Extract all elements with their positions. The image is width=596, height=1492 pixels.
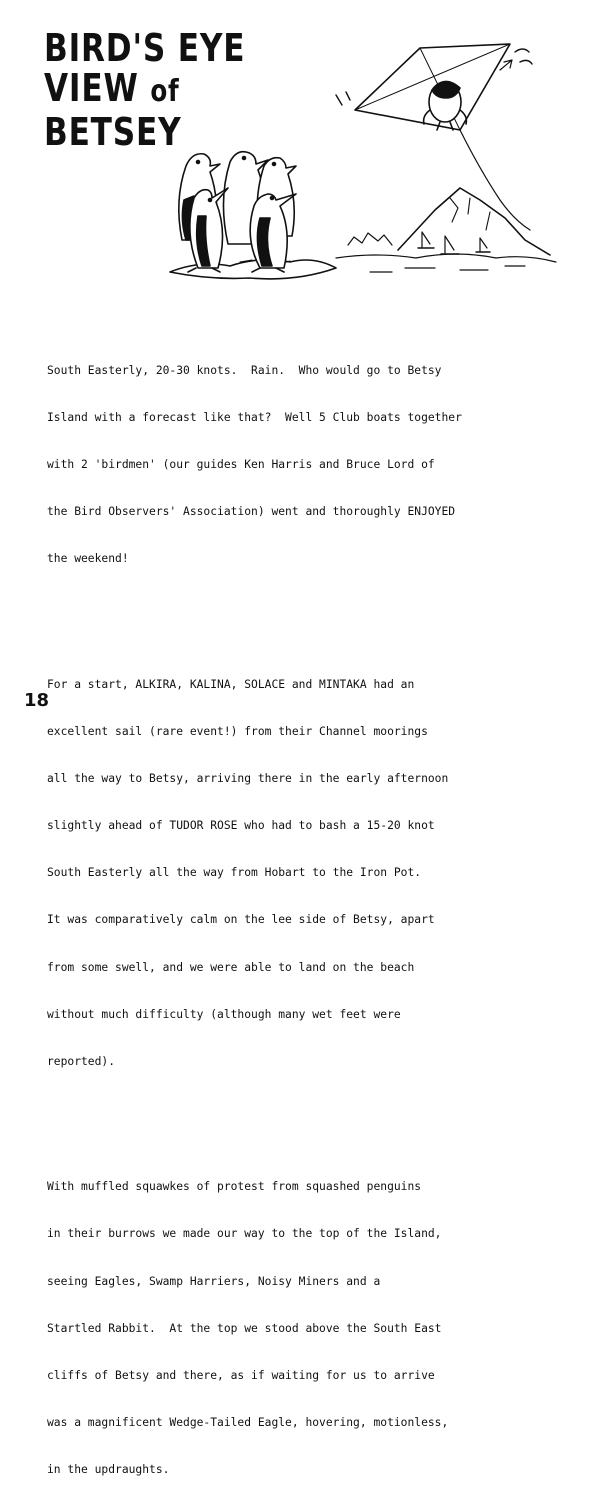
- text-line: the weekend!: [47, 552, 129, 566]
- kite-icon: [355, 44, 510, 130]
- title-line-3: BETSEY: [44, 110, 182, 154]
- article-body: [47, 300, 567, 1492]
- paragraph-1: [47, 331, 567, 598]
- text-line: in their burrows we made our way to the top of the Island,: [47, 1227, 442, 1241]
- text-line: For a start, ALKIRA, KALINA, SOLACE and MINTAKA had an: [47, 677, 415, 691]
- text-line: in the updraughts.: [47, 1463, 170, 1476]
- text-line: reported).: [47, 1054, 116, 1068]
- text-line: all the way to Betsy, arriving there in the early afternoon: [47, 772, 449, 786]
- text-line: South Easterly all the way from Hobart to the Iron Pot.: [47, 866, 422, 880]
- text-line: from some swell, and we were able to land on the beach: [47, 960, 415, 974]
- page-number: 18: [24, 690, 50, 711]
- text-line: cliffs of Betsy and there, as if waiting for us to arrive: [47, 1368, 435, 1382]
- paragraph-3: [47, 1148, 567, 1492]
- text-line: Island with a forecast like that? Well 5 Club boats together: [47, 410, 462, 424]
- text-line: slightly ahead of TUDOR ROSE who had to bash a 15-20 knot: [47, 819, 435, 833]
- title-line-2-of: of: [150, 74, 180, 109]
- text-line: was a magnificent Wedge-Tailed Eagle, hovering, motionless,: [47, 1415, 449, 1429]
- text-line: South Easterly, 20-30 knots. Rain. Who would go to Betsy: [47, 363, 442, 377]
- paragraph-2: [47, 645, 567, 1100]
- text-line: seeing Eagles, Swamp Harriers, Noisy Miners and a: [47, 1274, 381, 1288]
- title-line-2-view: VIEW: [44, 66, 151, 110]
- text-line: Startled Rabbit. At the top we stood above the South East: [47, 1321, 442, 1335]
- text-line: with 2 'birdmen' (our guides Ken Harris and Bruce Lord of: [47, 458, 435, 472]
- title-line-1: BIRD'S EYE: [44, 26, 246, 70]
- text-line: It was comparatively calm on the lee side of Betsy, apart: [47, 913, 435, 927]
- text-line: excellent sail (rare event!) from their Channel moorings: [47, 724, 428, 738]
- text-line: without much difficulty (although many wet feet were: [47, 1007, 401, 1021]
- penguins-kite-island-illustration: [160, 40, 560, 290]
- text-line: With muffled squawkes of protest from squashed penguins: [47, 1180, 422, 1194]
- text-line: the Bird Observers' Association) went and thoroughly ENJOYED: [47, 505, 456, 519]
